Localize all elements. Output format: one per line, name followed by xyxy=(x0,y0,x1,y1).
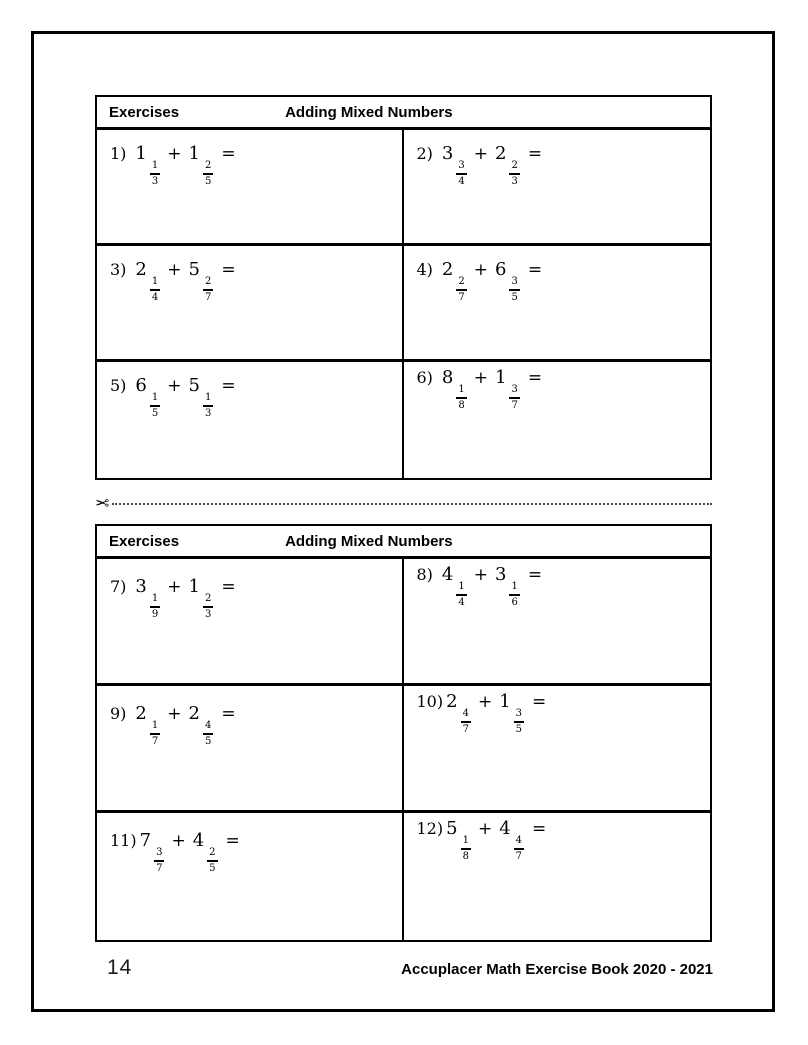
plus-operator: + xyxy=(477,819,493,839)
whole-number: 1 xyxy=(188,143,200,164)
whole-number: 2 xyxy=(188,703,200,724)
problem-number: 7) xyxy=(110,577,127,596)
fraction xyxy=(207,847,217,874)
fraction xyxy=(461,835,471,862)
numerator: 3 xyxy=(509,384,519,399)
problem-number: 1) xyxy=(110,144,127,163)
exercises-heading: Exercises xyxy=(109,532,180,550)
fraction xyxy=(150,276,160,303)
fraction xyxy=(150,160,160,187)
denominator: 7 xyxy=(151,735,159,747)
fraction xyxy=(203,392,213,419)
numerator: 2 xyxy=(207,847,217,862)
equals-sign: = xyxy=(532,819,547,839)
math-expression xyxy=(416,564,543,608)
equals-sign: = xyxy=(225,831,240,851)
equals-sign: = xyxy=(221,577,236,597)
numerator: 1 xyxy=(203,392,213,407)
numerator: 3 xyxy=(514,708,524,723)
numerator: 3 xyxy=(154,847,164,862)
numerator: 1 xyxy=(150,160,160,175)
equals-sign: = xyxy=(221,376,236,396)
problem-number: 5) xyxy=(110,376,127,395)
denominator: 5 xyxy=(204,735,212,747)
cut-line xyxy=(95,492,712,514)
exercise-cell-3 xyxy=(97,246,404,362)
plus-operator: + xyxy=(473,368,488,388)
problem-number: 4) xyxy=(416,260,433,279)
exercise-cell-2 xyxy=(404,130,711,246)
whole-number: 1 xyxy=(135,143,147,164)
exercise-cell-6 xyxy=(404,362,711,478)
fraction xyxy=(509,581,519,608)
math-expression xyxy=(416,143,543,187)
fraction xyxy=(150,720,160,747)
plus-operator: + xyxy=(167,376,182,396)
fraction xyxy=(150,392,160,419)
denominator: 7 xyxy=(511,399,518,411)
exercise-cell-9 xyxy=(97,686,404,813)
equals-sign: = xyxy=(527,144,543,164)
problem-number: 2) xyxy=(416,144,433,163)
fraction xyxy=(456,276,466,303)
numerator: 1 xyxy=(150,276,160,291)
whole-number: 7 xyxy=(139,830,152,851)
exercise-cell-10 xyxy=(404,686,711,813)
math-expression xyxy=(110,703,236,747)
numerator: 2 xyxy=(203,276,213,291)
whole-number: 3 xyxy=(135,576,147,597)
exercises-heading: Exercises xyxy=(109,103,180,121)
math-expression xyxy=(110,259,236,303)
scissors-icon: ✂ xyxy=(95,493,110,513)
math-expression xyxy=(416,691,547,735)
denominator: 9 xyxy=(151,608,159,620)
numerator: 2 xyxy=(203,593,213,608)
numerator: 4 xyxy=(514,835,524,850)
plus-operator: + xyxy=(167,260,182,280)
exercise-cell-1 xyxy=(97,130,404,246)
page-footer xyxy=(95,956,713,980)
whole-number: 1 xyxy=(495,367,507,388)
fraction xyxy=(150,593,160,620)
whole-number: 3 xyxy=(495,564,507,585)
denominator: 4 xyxy=(151,291,159,303)
equals-sign: = xyxy=(527,368,543,388)
exercise-grid xyxy=(97,559,710,940)
denominator: 7 xyxy=(462,723,469,735)
fraction xyxy=(514,835,524,862)
fraction xyxy=(509,384,519,411)
denominator: 5 xyxy=(515,723,523,735)
whole-number: 4 xyxy=(441,564,454,585)
whole-number: 2 xyxy=(135,703,147,724)
book-title: Accuplacer Math Exercise Book 2020 - 2021 xyxy=(401,961,713,978)
denominator: 3 xyxy=(204,608,212,620)
plus-operator: + xyxy=(171,831,186,851)
problem-number: 11) xyxy=(110,831,137,850)
numerator: 1 xyxy=(150,720,160,735)
math-expression xyxy=(110,576,236,620)
fraction xyxy=(509,160,519,187)
whole-number: 1 xyxy=(499,691,511,712)
exercise-cell-12 xyxy=(404,813,711,940)
whole-number: 5 xyxy=(188,375,200,396)
exercise-table-top xyxy=(95,95,712,480)
numerator: 2 xyxy=(509,160,519,175)
numerator: 1 xyxy=(150,593,160,608)
fraction xyxy=(203,720,213,747)
denominator: 8 xyxy=(458,399,465,411)
equals-sign: = xyxy=(527,565,543,585)
numerator: 3 xyxy=(456,160,466,175)
whole-number: 1 xyxy=(188,576,200,597)
whole-number: 4 xyxy=(499,818,511,839)
whole-number: 5 xyxy=(188,259,200,280)
math-expression xyxy=(416,259,543,303)
equals-sign: = xyxy=(221,260,236,280)
problem-number: 9) xyxy=(110,704,127,723)
exercise-cell-7 xyxy=(97,559,404,686)
denominator: 5 xyxy=(204,175,212,187)
denominator: 7 xyxy=(458,291,465,303)
problem-number: 12) xyxy=(416,819,444,838)
fraction xyxy=(461,708,471,735)
plus-operator: + xyxy=(167,144,182,164)
fraction xyxy=(203,593,213,620)
table-header xyxy=(97,97,710,130)
exercise-table-bottom xyxy=(95,524,712,942)
table-header xyxy=(97,526,710,559)
math-expression xyxy=(416,818,547,862)
fraction xyxy=(154,847,164,874)
math-expression xyxy=(110,375,236,419)
numerator: 4 xyxy=(203,720,213,735)
page-border xyxy=(31,31,775,1012)
fraction xyxy=(514,708,524,735)
whole-number: 2 xyxy=(495,143,507,164)
denominator: 5 xyxy=(511,291,518,303)
denominator: 5 xyxy=(209,862,216,874)
denominator: 3 xyxy=(151,175,159,187)
whole-number: 2 xyxy=(135,259,147,280)
whole-number: 5 xyxy=(446,818,458,839)
plus-operator: + xyxy=(167,704,182,724)
denominator: 6 xyxy=(511,596,518,608)
equals-sign: = xyxy=(532,692,547,712)
math-expression xyxy=(110,143,236,187)
exercise-cell-8 xyxy=(404,559,711,686)
page-content xyxy=(95,95,713,942)
fraction xyxy=(203,160,213,187)
exercise-grid xyxy=(97,130,710,478)
exercise-cell-11 xyxy=(97,813,404,940)
problem-number: 6) xyxy=(416,368,433,387)
math-expression xyxy=(416,367,543,411)
numerator: 4 xyxy=(461,708,471,723)
plus-operator: + xyxy=(477,692,493,712)
numerator: 1 xyxy=(150,392,160,407)
math-expression xyxy=(110,830,240,874)
denominator: 8 xyxy=(462,850,469,862)
dotted-cut-rule xyxy=(112,503,712,505)
denominator: 7 xyxy=(156,862,163,874)
fraction xyxy=(456,384,466,411)
numerator: 1 xyxy=(456,384,466,399)
fraction xyxy=(456,160,466,187)
fraction xyxy=(456,581,466,608)
fraction xyxy=(203,276,213,303)
problem-number: 3) xyxy=(110,260,127,279)
denominator: 3 xyxy=(511,175,518,187)
numerator: 3 xyxy=(509,276,519,291)
problem-number: 10) xyxy=(416,692,444,711)
equals-sign: = xyxy=(221,704,236,724)
plus-operator: + xyxy=(167,577,182,597)
page-number: 14 xyxy=(107,956,133,979)
whole-number: 2 xyxy=(446,691,458,712)
plus-operator: + xyxy=(473,144,488,164)
whole-number: 3 xyxy=(441,143,454,164)
numerator: 1 xyxy=(461,835,471,850)
plus-operator: + xyxy=(473,565,488,585)
denominator: 7 xyxy=(515,850,523,862)
denominator: 4 xyxy=(458,596,465,608)
problem-number: 8) xyxy=(416,565,433,584)
denominator: 7 xyxy=(204,291,212,303)
denominator: 4 xyxy=(458,175,465,187)
whole-number: 6 xyxy=(495,259,507,280)
denominator: 3 xyxy=(204,407,212,419)
table-title: Adding Mixed Numbers xyxy=(285,103,453,121)
whole-number: 2 xyxy=(441,259,454,280)
denominator: 5 xyxy=(151,407,159,419)
numerator: 2 xyxy=(203,160,213,175)
numerator: 2 xyxy=(456,276,466,291)
numerator: 1 xyxy=(456,581,466,596)
equals-sign: = xyxy=(527,260,543,280)
equals-sign: = xyxy=(221,144,236,164)
exercise-cell-4 xyxy=(404,246,711,362)
fraction xyxy=(509,276,519,303)
whole-number: 4 xyxy=(192,830,205,851)
whole-number: 8 xyxy=(441,367,454,388)
plus-operator: + xyxy=(473,260,488,280)
whole-number: 6 xyxy=(135,375,147,396)
exercise-cell-5 xyxy=(97,362,404,478)
numerator: 1 xyxy=(509,581,519,596)
table-title: Adding Mixed Numbers xyxy=(285,532,453,550)
